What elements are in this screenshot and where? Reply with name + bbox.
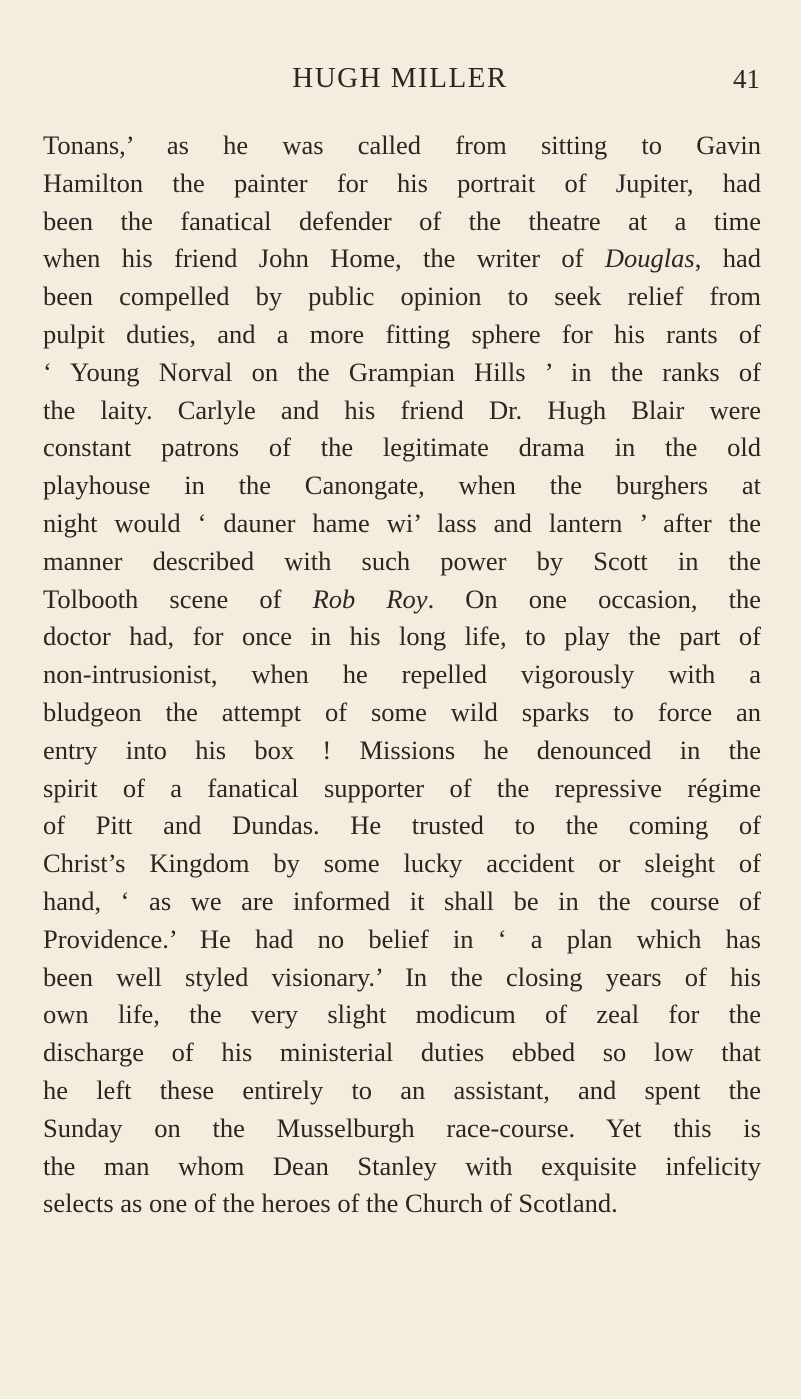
text-line: Providence.’ He had no belief in ‘ a plan which has	[43, 923, 761, 954]
text-line: spirit of a fanatical supporter of the repressive régime	[43, 772, 761, 803]
text-line: night would ‘ dauner hame wi’ lass and lantern ’ after the	[43, 507, 761, 538]
italic-title: Douglas	[604, 243, 695, 274]
text-line: constant patrons of the legitimate drama in the old	[43, 432, 761, 463]
text-run: , had	[694, 243, 761, 274]
text-line: discharge of his ministerial duties ebbed so low that	[43, 1037, 761, 1068]
text-line: entry into his box ! Missions he denounced in the	[43, 734, 761, 765]
text-line: been well styled visionary.’ In the closing years of his	[43, 961, 761, 992]
text-line: of Pitt and Dundas. He trusted to the coming of	[43, 810, 761, 841]
text-line: selects as one of the heroes of the Church of Scotland.	[43, 1188, 618, 1219]
text-run: when his friend John Home, the writer of	[43, 243, 605, 274]
text-line	[43, 581, 761, 619]
text-line: bludgeon the attempt of some wild sparks to force an	[43, 696, 761, 727]
text-line: he left these entirely to an assistant, and spent the	[43, 1074, 761, 1105]
text-line: Hamilton the painter for his portrait of Jupiter, had	[43, 167, 761, 198]
text-line: Christ’s Kingdom by some lucky accident or sleight of	[43, 848, 761, 879]
text-line: doctor had, for once in his long life, to play the part of	[43, 621, 761, 652]
text-line: been compelled by public opinion to seek relief from	[43, 281, 761, 312]
text-line: the man whom Dean Stanley with exquisite infelicity	[43, 1150, 761, 1181]
text-line: the laity. Carlyle and his friend Dr. Hugh Blair were	[43, 394, 761, 425]
text-line: ‘ Young Norval on the Grampian Hills ’ in the ranks of	[43, 356, 761, 387]
text-line: Tonans,’ as he was called from sitting to Gavin	[43, 130, 761, 160]
text-line: Sunday on the Musselburgh race-course. Yet this is	[43, 1112, 761, 1143]
text-run: . On one occasion, the	[427, 583, 761, 614]
body-text	[43, 127, 761, 1223]
running-head	[40, 62, 760, 102]
text-line: own life, the very slight modicum of zeal for the	[43, 999, 761, 1030]
text-line: pulpit duties, and a more fitting sphere for his rants of	[43, 318, 761, 349]
text-line	[43, 240, 761, 278]
running-title: HUGH MILLER	[292, 62, 508, 94]
text-line: hand, ‘ as we are informed it shall be in the course of	[43, 885, 761, 916]
text-line: playhouse in the Canongate, when the burghers at	[43, 470, 761, 501]
page-number: 41	[733, 64, 760, 94]
text-line: manner described with such power by Scott in the	[43, 545, 761, 576]
text-run: Tolbooth scene of	[43, 583, 313, 614]
text-line: been the fanatical defender of the theatre at a time	[43, 205, 761, 236]
text-line: non-intrusionist, when he repelled vigorously with a	[43, 659, 761, 690]
italic-title: Rob Roy	[312, 583, 428, 614]
